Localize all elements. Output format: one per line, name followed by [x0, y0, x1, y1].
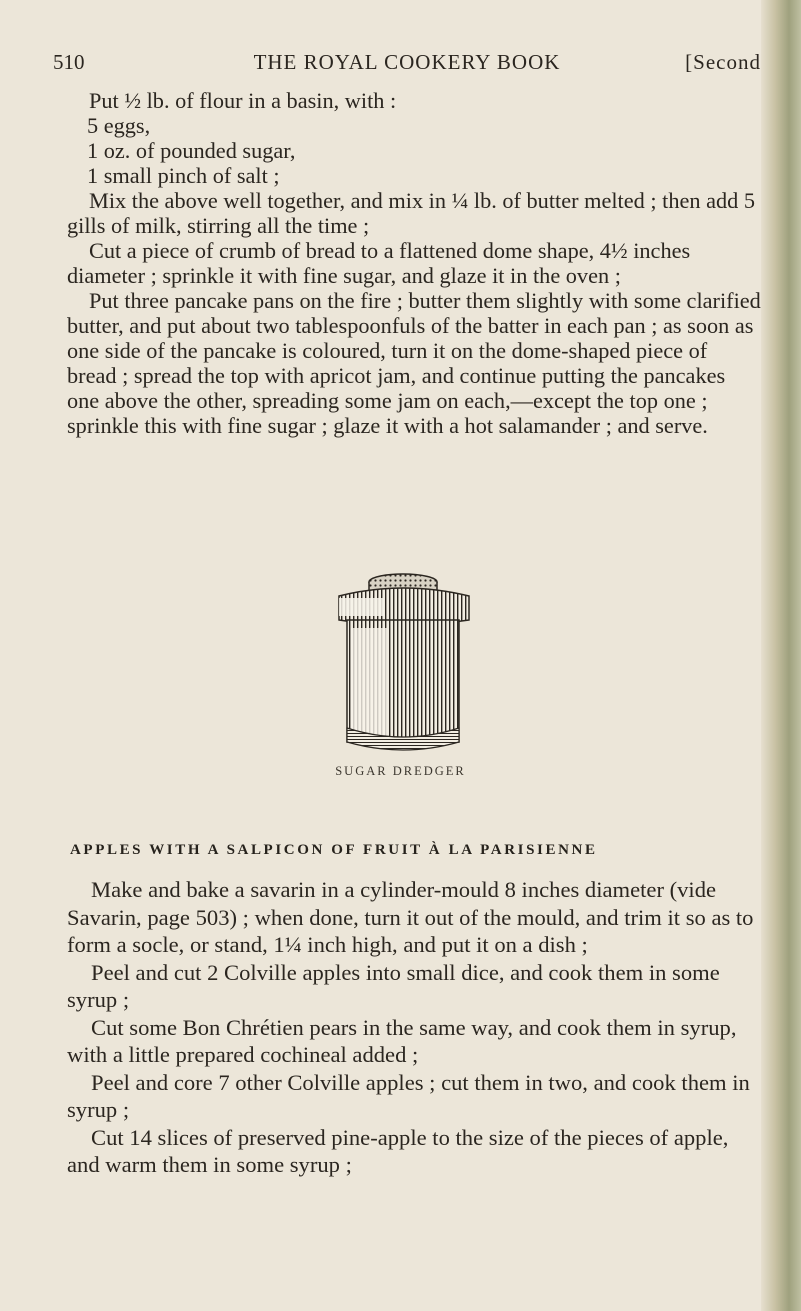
- instruction-paragraph: Peel and core 7 other Colville apples ; cut them in two, and cook them in syrup ;: [67, 1069, 750, 1122]
- instruction-paragraph: Cut some Bon Chrétien pears in the same way, and cook them in syrup, with a little prepared cochineal added ;: [67, 1014, 737, 1067]
- running-header: [53, 50, 761, 80]
- running-title: THE ROYAL COOKERY BOOK: [253, 50, 561, 74]
- sugar-dredger-icon: [333, 568, 475, 758]
- ingredient-item: 5 eggs,: [87, 113, 151, 138]
- figure-caption: SUGAR DREDGER: [335, 764, 466, 778]
- instruction-paragraph: Put three pancake pans on the fire ; butter them slightly with some clarified butter, and put about two tablespoonfuls of the batter in each pan ; as soon as one side of the pancake is coloured, turn it on the dome-shaped piece of bread ; spread the top with apricot jam, and continue putting the pancakes one above the other, spreading some jam on each,—except the top one ; sprinkle this with fine sugar ; glaze it with a hot salamander ; and serve.: [67, 288, 761, 438]
- ingredient-item: 1 oz. of pounded sugar,: [87, 138, 296, 163]
- recipe-title: APPLES WITH A SALPICON OF FRUIT À LA PARISIENNE: [70, 842, 598, 858]
- page-edge: [761, 0, 801, 1311]
- section-label: [Second: [685, 50, 761, 74]
- instruction-paragraph: Mix the above well together, and mix in ¼ lb. of butter melted ; then add 5 gills of milk, stirring all the time ;: [67, 188, 755, 238]
- instruction-paragraph: Peel and cut 2 Colville apples into small dice, and cook them in some syrup ;: [67, 959, 720, 1012]
- apple-recipe-text: [67, 876, 764, 1179]
- pancake-recipe-text: [67, 88, 762, 438]
- instruction-line: Put ½ lb. of flour in a basin, with :: [89, 88, 397, 113]
- instruction-paragraph: Cut 14 slices of preserved pine-apple to the size of the pieces of apple, and warm them in some syrup ;: [67, 1124, 729, 1177]
- page-number: 510: [53, 50, 85, 74]
- instruction-paragraph: Make and bake a savarin in a cylinder-mould 8 inches diameter (vide Savarin, page 503) ; when done, turn it out of the mould, and trim it so as to form a socle, or stand, 1¼ inch high, and put it on a dish ;: [67, 877, 754, 957]
- sugar-dredger-illustration: [333, 568, 475, 758]
- ingredient-item: 1 small pinch of salt ;: [87, 163, 280, 188]
- instruction-paragraph: Cut a piece of crumb of bread to a flattened dome shape, 4½ inches diameter ; sprinkle it with fine sugar, and glaze it in the oven ;: [67, 238, 691, 288]
